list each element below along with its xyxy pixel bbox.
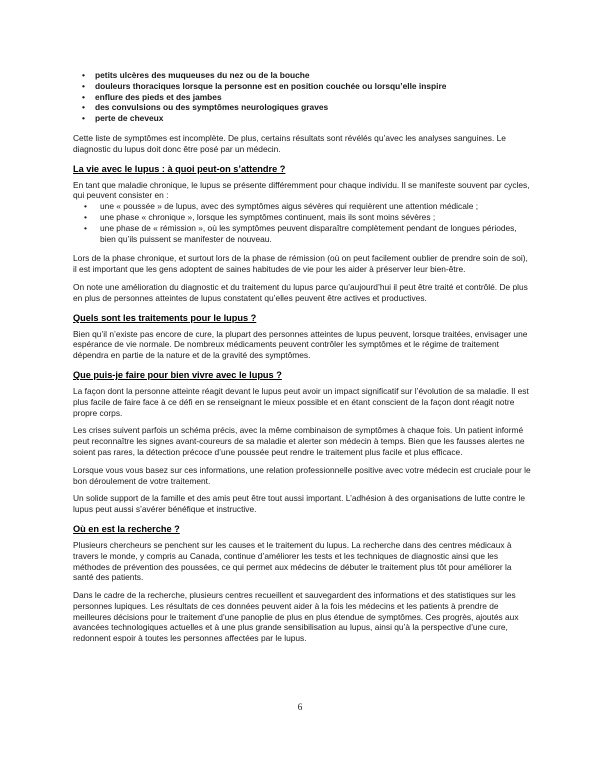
heading-recherche: Où en est la recherche ? <box>73 523 180 534</box>
paragraph: Plusieurs chercheurs se penchent sur les causes et le traitement du lupus. La recherche dans des centres médicaux à travers le monde, y compris au Canada, continue d’améliorer les tests et les techniques de diagnostic ainsi que les méthodes de prévention des poussées, ce qui permet aux médecins de débuter le traitement plus tôt pour améliorer la santé des patients. <box>73 539 512 583</box>
paragraph: Dans le cadre de la recherche, plusieurs centres recueillent et sauvegardent des informations et des statistiques sur les personnes lupiques. Les résultats de ces données peuvent aider à la fois les médecins et les patients à prendre de meilleures décisions pour le traitement d’une panoplie de plus en plus étendue de symptômes. Ces progrès, ajoutés aux avancées technologiques actuelles et à une plus grande sensibilisation au lupus, ainsi qu’à la perspective d’une cure, redonnent espoir à toutes les personnes affectées par le lupus. <box>73 590 519 644</box>
list-item: • des convulsions ou des symptômes neurologiques graves <box>73 102 533 113</box>
paragraph: Bien qu’il n’existe pas encore de cure, la plupart des personnes atteintes de lupus peuvent, lorsque traitées, envisager une espérance de vie normale. De nombreux médicaments peuvent contrôler les symptômes et le régime de traitement dépendra en partie de la nature et de la gravité des symptômes. <box>73 328 528 361</box>
paragraph: Les crises suivent parfois un schéma précis, avec la même combinaison de symptômes à chaque fois. Un patient informé peut reconnaître les signes avant-coureurs de sa maladie et alerter son médecin à temps. Bien que les fausses alertes ne soient pas rares, la détection précoce d’une poussée peut rendre le traitement plus facile et plus efficace. <box>73 425 525 457</box>
paragraph: Un solide support de la famille et des amis peut être tout aussi important. L’adhésion à des organisations de lutte contre le lupus peut aussi s’avérer bénéfique et instructive. <box>73 493 526 515</box>
list-item: • une « poussée » de lupus, avec des symptômes aigus sévères qui requièrent une attention médicale ; <box>73 201 533 212</box>
heading-vie: La vie avec le lupus : à quoi peut-on s’attendre ? <box>73 163 286 174</box>
paragraph: Lors de la phase chronique, et surtout lors de la phase de rémission (où on peut facilement oublier de prendre soin de soi), il est important que les gens adoptent de saines habitudes de vie pour les aider à préserver leur bien-être. <box>73 253 528 275</box>
intro-paragraph: Cette liste de symptômes est incomplète. De plus, certains résultats sont révélés qu’avec les analyses sanguines. Le diagnostic du lupus doit donc être posé par un médecin. <box>73 132 506 154</box>
list-item: • une phase « chronique », lorsque les symptômes continuent, mais ils sont moins sévères ; <box>73 212 533 223</box>
list-item: • perte de cheveux <box>73 113 533 124</box>
document-page <box>73 70 533 644</box>
paragraph: Lorsque vous vous basez sur ces informations, une relation professionnelle positive avec votre médecin est cruciale pour le bon déroulement de votre traitement. <box>73 464 531 486</box>
symptom-list <box>73 70 533 124</box>
page-number: 6 <box>297 703 303 713</box>
list-item: • douleurs thoraciques lorsque la personne est en position couchée ou lorsqu’elle inspire <box>73 81 533 92</box>
list-item: • petits ulcères des muqueuses du nez ou de la bouche <box>73 70 533 81</box>
paragraph: En tant que maladie chronique, le lupus se présente différemment pour chaque individu. Il se manifeste souvent par cycles, qui peuvent consister en : <box>73 179 530 201</box>
list-item: • une phase de « rémission », où les symptômes peuvent disparaître complètement pendant de longues périodes, bien qu’ils puissent se manifester de nouveau. <box>73 223 533 245</box>
heading-bien-vivre: Que puis-je faire pour bien vivre avec le lupus ? <box>73 369 282 380</box>
paragraph: La façon dont la personne atteinte réagit devant le lupus peut avoir un impact significatif sur l’évolution de sa maladie. Il est plus facile de faire face à ce défi en se renseignant le mieux possible et en étant conscient de la façon dont réagit notre propre corps. <box>73 385 529 418</box>
paragraph: On note une amélioration du diagnostic et du traitement du lupus parce qu’aujourd’hui il peut être traité et contrôlé. De plus en plus de personnes atteintes de lupus constatent qu’elles peuvent être actives et productives. <box>73 281 528 303</box>
list-item: • enflure des pieds et des jambes <box>73 92 533 103</box>
heading-traitements: Quels sont les traitements pour le lupus ? <box>73 312 257 323</box>
cycle-list <box>73 201 533 244</box>
